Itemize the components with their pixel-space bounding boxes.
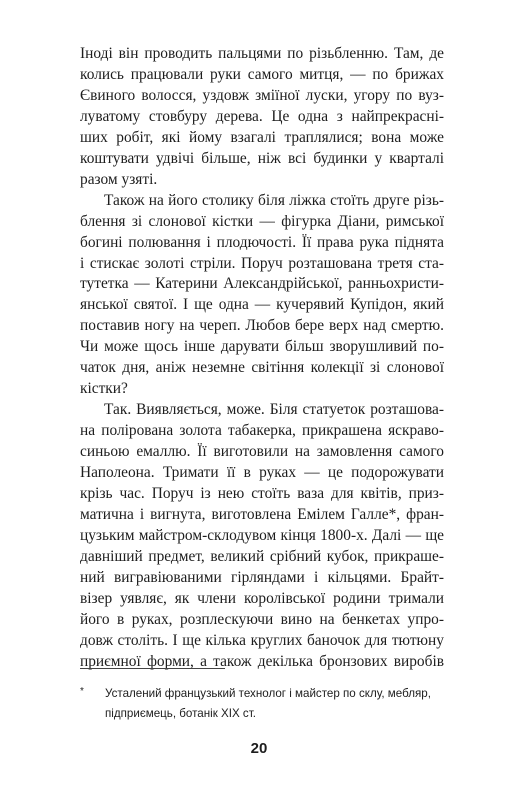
text-line: богині полювання і плодючості. Її права рука піднята — [80, 233, 444, 251]
page-number: 20 — [250, 740, 268, 757]
text-line: Також на його столику біля ліжка стоїть друге різь- — [104, 191, 444, 209]
text-line: тутетка — Катерини Александрійської, ранньохристи- — [80, 275, 444, 293]
text-line: Наполеона. Тримати її в руках — це подорожувати — [80, 464, 444, 482]
text-line: цузьким майстром-склодувом кінця 1800-х. Далі — ще — [80, 526, 444, 544]
text-line: матична і вигнута, виготовлена Емілем Галле*, фран- — [80, 505, 444, 523]
text-line: поставив ногу на череп. Любов бере верх над смертю. — [80, 317, 444, 335]
text-line: довж століть. І ще кілька круглих баночок для тютюну — [80, 631, 444, 649]
footnote — [80, 684, 452, 724]
body-text — [80, 44, 444, 673]
text-line: чаток дня, аніж неземне світіння колекції зі слонової — [80, 359, 444, 377]
text-line: Євиного волосся, уздовж зміїної луски, угору по вуз- — [80, 86, 444, 104]
text-line: ний вигравіюваними гірляндами і кільцями. Брайт- — [80, 568, 444, 586]
text-line: візер уявляє, як члени королівської родини тримали — [80, 589, 444, 607]
footnote-divider — [80, 668, 225, 669]
footnote-marker: * — [80, 686, 84, 697]
text-line: луватому стовбуру дерева. Це одна з найпрекрасні- — [80, 107, 444, 125]
text-line: кістки? — [80, 380, 128, 398]
text-line: ших робіт, які йому взагалі траплялися; вона може — [80, 128, 444, 146]
text-line: приємної форми, а також декілька бронзових виробів — [80, 652, 444, 670]
text-line: Іноді він проводить пальцями по різьбленню. Там, де — [80, 45, 444, 62]
text-line: разом узяті. — [80, 170, 158, 188]
text-line: крізь час. Поруч із нею стоїть ваза для квітів, приз- — [80, 485, 444, 503]
text-line: коштувати удвічі більше, ніж всі будинки у кварталі — [80, 149, 444, 167]
footnote-line: підприємець, ботанік XIX ст. — [105, 707, 256, 720]
text-line: давніший предмет, великий срібний кубок, прикраше- — [80, 547, 444, 565]
text-line: його в руках, розплескуючи вино на бенкетах упро- — [80, 610, 444, 628]
text-line: янської святої. І ще одна — кучерявий Купідон, який — [80, 296, 444, 314]
text-line: Так. Виявляється, може. Біля статуеток розташова- — [104, 401, 444, 419]
text-line: колись працювали руки самого митця, — по брижах — [80, 65, 444, 83]
text-line: на полірована золота табакерка, прикрашена яскраво- — [80, 422, 444, 440]
text-line: Чи може щось інше дарувати більш зворушливий по- — [80, 338, 444, 356]
text-line: синьою емаллю. Її виготовили на замовлення самого — [80, 443, 444, 461]
text-line: блення зі слонової кістки — фігурка Діани, римської — [80, 212, 444, 230]
footnote-line: Усталений французький технолог і майстер по склу, мебляр, — [105, 687, 431, 700]
text-line: і стискає золоті стріли. Поруч розташована третя ста- — [80, 254, 444, 272]
